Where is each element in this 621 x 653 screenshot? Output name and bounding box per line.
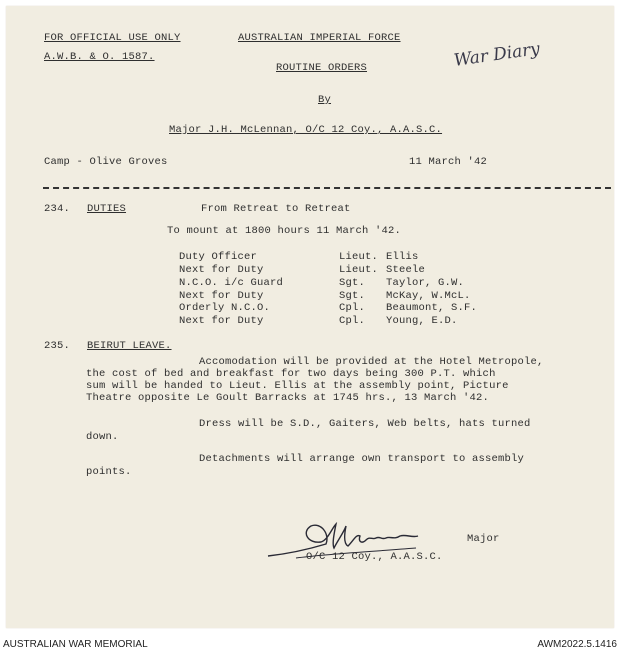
roster-name: Taylor, G.W. (386, 277, 465, 289)
separator-line (43, 187, 611, 189)
signatory-rank: Major (467, 533, 500, 545)
roster-role: N.C.O. i/c Guard (179, 277, 284, 289)
duty-period: From Retreat to Retreat (201, 203, 351, 215)
footer-credit: AUSTRALIAN WAR MEMORIAL (3, 639, 148, 650)
force-heading: AUSTRALIAN IMPERIAL FORCE (238, 32, 401, 44)
roster-role: Next for Duty (179, 290, 264, 302)
leave-text-line: points. (86, 466, 132, 478)
roster-rank: Sgt. (339, 290, 366, 302)
roster-rank: Lieut. (339, 264, 379, 276)
document-page (6, 6, 614, 628)
official-use-heading: FOR OFFICIAL USE ONLY (44, 32, 181, 44)
roster-name: Steele (386, 264, 426, 276)
signatory-unit: O/C 12 Coy., A.A.S.C. (306, 551, 443, 563)
document-type-heading: ROUTINE ORDERS (276, 62, 368, 74)
roster-name: McKay, W.McL. (386, 290, 471, 302)
order-title: BEIRUT LEAVE. (87, 340, 172, 352)
leave-text-line: Theatre opposite Le Goult Barracks at 1745 hrs., 13 March '42. (86, 392, 490, 404)
roster-role: Orderly N.C.O. (179, 302, 271, 314)
order-title: DUTIES (87, 203, 127, 215)
order-number: 235. (44, 340, 71, 352)
leave-text-line: down. (86, 431, 119, 443)
author-line: Major J.H. McLennan, O/C 12 Coy., A.A.S.C. (169, 124, 443, 136)
roster-role: Duty Officer (179, 251, 258, 263)
roster-rank: Cpl. (339, 315, 366, 327)
leave-text-line: sum will be handed to Lieut. Ellis at the assembly point, Picture (86, 380, 509, 392)
order-date: 11 March '42 (409, 156, 488, 168)
roster-role: Next for Duty (179, 315, 264, 327)
form-reference: A.W.B. & O. 1587. (44, 51, 155, 63)
by-line: By (318, 94, 332, 106)
roster-name: Young, E.D. (386, 315, 458, 327)
leave-text-line: the cost of bed and breakfast for two days being 300 P.T. which (86, 368, 496, 380)
leave-text-line: Detachments will arrange own transport to assembly (199, 453, 525, 465)
order-number: 234. (44, 203, 71, 215)
leave-text-line: Dress will be S.D., Gaiters, Web belts, hats turned (199, 418, 531, 430)
roster-name: Ellis (386, 251, 419, 263)
roster-role: Next for Duty (179, 264, 264, 276)
roster-name: Beaumont, S.F. (386, 302, 478, 314)
leave-text-line: Accomodation will be provided at the Hotel Metropole, (199, 356, 544, 368)
camp-location: Camp - Olive Groves (44, 156, 168, 168)
roster-rank: Cpl. (339, 302, 366, 314)
mount-time: To mount at 1800 hours 11 March '42. (167, 225, 402, 237)
roster-rank: Sgt. (339, 277, 366, 289)
roster-rank: Lieut. (339, 251, 379, 263)
footer-accession-number: AWM2022.5.1416 (537, 639, 617, 650)
war-diary-annotation: War Diary (452, 39, 542, 71)
